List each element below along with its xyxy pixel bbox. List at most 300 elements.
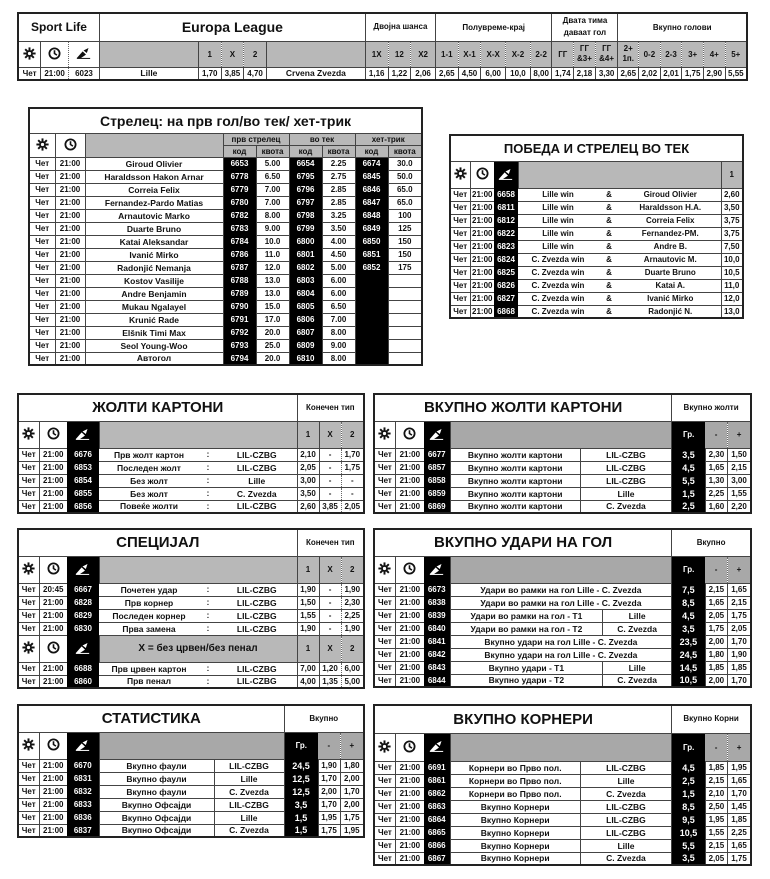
anytime-odds[interactable]: 2.85	[322, 183, 355, 196]
odd-2[interactable]: 5,00	[341, 675, 364, 688]
hat-trick-odds[interactable]: 150	[388, 248, 422, 261]
market-target: LIL-CZBG	[580, 461, 671, 474]
under-odd[interactable]: 2,15	[705, 839, 727, 852]
scorer-row[interactable]	[29, 339, 422, 352]
odd-1[interactable]: 3,50	[297, 487, 319, 500]
clock-icon	[39, 421, 67, 448]
odd-cell[interactable]: 3,75	[721, 227, 743, 240]
market-label: Вкупно удари на гол Lille - C. Zvezda	[450, 635, 672, 648]
match-row[interactable]	[18, 67, 747, 80]
odd-1[interactable]: 1,50	[297, 596, 319, 609]
scorer-row[interactable]	[29, 287, 422, 300]
under-odd[interactable]: 2,15	[705, 583, 727, 596]
market-row[interactable]	[374, 661, 751, 674]
odd-cell[interactable]: 7,50	[721, 240, 743, 253]
scorer-row[interactable]	[29, 326, 422, 339]
market-row[interactable]	[374, 674, 751, 687]
line-cell: 5,5	[672, 839, 706, 852]
market-row[interactable]	[18, 583, 364, 596]
odd-cell[interactable]: 10,5	[721, 266, 743, 279]
anytime-odds[interactable]: 3.25	[322, 209, 355, 222]
scorer-row[interactable]	[29, 157, 422, 170]
odd-1[interactable]: 4,00	[297, 675, 319, 688]
over-odd[interactable]: 1,75	[728, 852, 751, 865]
hat-trick-odds[interactable]: 65.0	[388, 183, 422, 196]
player-name: Haraldsson H.A.	[620, 201, 721, 214]
market-row[interactable]	[374, 761, 751, 774]
odd-2[interactable]: 2,30	[341, 596, 364, 609]
scorer-row[interactable]	[29, 274, 422, 287]
market-label: Вкупно Офсајди	[99, 798, 214, 811]
over-odd[interactable]: 3,00	[728, 474, 751, 487]
time-cell: 21:00	[395, 661, 423, 674]
code-cell: 6839	[424, 609, 450, 622]
under-odd[interactable]: 2,05	[705, 852, 727, 865]
under-odd[interactable]: 2,00	[705, 674, 727, 687]
first-scorer-odds[interactable]: 8.00	[256, 209, 289, 222]
hat-trick-odds[interactable]: 100	[388, 209, 422, 222]
win-scorer-row[interactable]	[450, 214, 743, 227]
day-cell: Чет	[29, 300, 55, 313]
win-scorer-row[interactable]	[450, 253, 743, 266]
odd-htft[interactable]: 10,0	[506, 67, 531, 80]
odd-dc[interactable]: 2,06	[411, 67, 436, 80]
anytime-odds[interactable]: 6.00	[322, 287, 355, 300]
market-row[interactable]	[374, 800, 751, 813]
market-row[interactable]	[18, 785, 364, 798]
hat-trick-code: 6847	[355, 196, 388, 209]
over-odd[interactable]: 1,70	[728, 787, 751, 800]
market-label: Удари во рамки на гол Lille - C. Zvezda	[450, 596, 672, 609]
win-scorer-row[interactable]	[450, 292, 743, 305]
market-row[interactable]	[374, 622, 751, 635]
anytime-odds[interactable]: 7.00	[322, 313, 355, 326]
team-win: Lille win	[518, 227, 598, 240]
time-cell: 21:00	[395, 474, 423, 487]
under-odd[interactable]: 1,60	[705, 500, 727, 513]
scorer-row[interactable]	[29, 209, 422, 222]
shots-title: ВКУПНО УДАРИ НА ГОЛ	[374, 529, 672, 556]
under-odd[interactable]: 1,85	[705, 661, 727, 674]
time-cell: 21:00	[395, 500, 423, 513]
code-subheader: код	[223, 145, 256, 157]
over-odd[interactable]: 1,65	[728, 774, 751, 787]
market-row[interactable]	[374, 813, 751, 826]
over-odd[interactable]: 1,95	[728, 761, 751, 774]
under-odd[interactable]: 2,50	[705, 800, 727, 813]
odd-x[interactable]: -	[319, 583, 341, 596]
scorer-row[interactable]	[29, 248, 422, 261]
anytime-odds[interactable]: 4.50	[322, 248, 355, 261]
hat-trick-odds[interactable]: 50.0	[388, 170, 422, 183]
time-cell: 21:00	[395, 674, 423, 687]
market-row[interactable]	[374, 596, 751, 609]
market-row[interactable]	[18, 461, 364, 474]
under-odd[interactable]: 1,85	[705, 761, 727, 774]
market-row[interactable]	[374, 787, 751, 800]
market-row[interactable]	[18, 811, 364, 824]
odd-1[interactable]: 1,70	[198, 67, 221, 80]
win-scorer-row[interactable]	[450, 305, 743, 318]
odd-2[interactable]: -	[341, 474, 364, 487]
over-odd[interactable]: 1,90	[728, 648, 751, 661]
time-cell: 21:00	[395, 635, 423, 648]
under-odd[interactable]: 1,75	[705, 622, 727, 635]
time-cell: 21:00	[55, 183, 85, 196]
market-row[interactable]	[18, 487, 364, 500]
over-odd[interactable]: 2,15	[728, 461, 751, 474]
header-blank	[450, 733, 672, 761]
odd-x[interactable]: -	[319, 622, 341, 635]
market-row[interactable]	[18, 675, 364, 688]
scorer-row[interactable]	[29, 183, 422, 196]
odd-btts[interactable]: 1,74	[552, 67, 574, 80]
market-row[interactable]	[374, 774, 751, 787]
odd-dc[interactable]: 1,16	[365, 67, 388, 80]
hat-trick-odds[interactable]	[388, 339, 422, 352]
ampersand: &	[598, 227, 620, 240]
code-cell: 6858	[424, 474, 450, 487]
odd-cell[interactable]: 3,75	[721, 214, 743, 227]
scorer-row[interactable]	[29, 300, 422, 313]
hat-trick-odds[interactable]	[388, 326, 422, 339]
odd-2[interactable]: 1,70	[341, 448, 364, 461]
hat-trick-odds[interactable]: 175	[388, 261, 422, 274]
player-name: Radonjić Nemanja	[85, 261, 223, 274]
goals-col-header: 3+	[682, 41, 704, 67]
win-scorer-row[interactable]	[450, 188, 743, 201]
market-label: Вкупно жолти картони	[450, 487, 580, 500]
over-odd[interactable]: 1,65	[728, 839, 751, 852]
market-row[interactable]	[18, 662, 364, 675]
ampersand: &	[598, 253, 620, 266]
market-row[interactable]	[18, 622, 364, 635]
first-scorer-odds[interactable]: 12.0	[256, 261, 289, 274]
hat-trick-odds[interactable]	[388, 300, 422, 313]
day-cell: Чет	[29, 287, 55, 300]
odd-cell[interactable]: 3,50	[721, 201, 743, 214]
odd-1[interactable]: 1,55	[297, 609, 319, 622]
ampersand: &	[598, 214, 620, 227]
odd-2[interactable]: -	[341, 487, 364, 500]
odd-2[interactable]: 1,75	[341, 461, 364, 474]
under-odd[interactable]: 1,70	[318, 798, 340, 811]
anytime-odds[interactable]: 4.00	[322, 235, 355, 248]
anytime-odds[interactable]: 2.25	[322, 157, 355, 170]
goals-col-header: 0-2	[639, 41, 661, 67]
odd-dc[interactable]: 1,22	[388, 67, 411, 80]
under-odd[interactable]: 1,90	[318, 759, 340, 772]
code-cell: 6677	[424, 448, 450, 461]
market-row[interactable]	[18, 609, 364, 622]
odd-htft[interactable]: 2,65	[435, 67, 458, 80]
market-row[interactable]	[374, 583, 751, 596]
anytime-odds[interactable]: 3.50	[322, 222, 355, 235]
scorer-row[interactable]	[29, 313, 422, 326]
first-scorer-odds[interactable]: 6.50	[256, 170, 289, 183]
over-odd[interactable]: 2,25	[728, 826, 751, 839]
over-odd[interactable]: 1,85	[728, 813, 751, 826]
odd-cell[interactable]: 10,0	[721, 253, 743, 266]
over-odd[interactable]: 1,95	[340, 824, 364, 837]
time-cell: 21:00	[55, 235, 85, 248]
odd-x[interactable]: -	[319, 487, 341, 500]
odd-1[interactable]: 2,05	[297, 461, 319, 474]
day-cell: Чет	[374, 774, 395, 787]
clock-icon	[395, 421, 423, 448]
win-scorer-row[interactable]	[450, 201, 743, 214]
anytime-odds[interactable]: 6.50	[322, 300, 355, 313]
under-odd[interactable]: 1,55	[705, 826, 727, 839]
hat-trick-header: хет-трик	[355, 133, 422, 145]
odd-x[interactable]: -	[319, 596, 341, 609]
first-scorer-odds[interactable]: 13.0	[256, 287, 289, 300]
odd-btts[interactable]: 2,18	[574, 67, 596, 80]
code-cell: 6837	[67, 824, 99, 837]
under-odd[interactable]: 2,30	[705, 448, 727, 461]
odd-1[interactable]: 7,00	[297, 662, 319, 675]
market-row[interactable]	[374, 826, 751, 839]
time-cell: 21:00	[470, 240, 494, 253]
over-odd[interactable]: 1,70	[728, 635, 751, 648]
odd-htft[interactable]: 4,50	[458, 67, 481, 80]
code-cell: 6827	[494, 292, 518, 305]
over-odd[interactable]: 1,75	[340, 811, 364, 824]
odd-1[interactable]: 1,90	[297, 583, 319, 596]
first-scorer-odds[interactable]: 5.00	[256, 157, 289, 170]
over-odd[interactable]: 1,85	[728, 661, 751, 674]
scorer-row[interactable]	[29, 235, 422, 248]
market-row[interactable]	[18, 596, 364, 609]
first-scorer-odds[interactable]: 10.0	[256, 235, 289, 248]
time-cell: 21:00	[55, 313, 85, 326]
market-row[interactable]	[18, 759, 364, 772]
market-row[interactable]	[374, 852, 751, 865]
under-odd[interactable]: 1,95	[705, 813, 727, 826]
anytime-odds[interactable]: 5.00	[322, 261, 355, 274]
anytime-odds[interactable]: 8.00	[322, 326, 355, 339]
scorer-row[interactable]	[29, 222, 422, 235]
market-row[interactable]	[374, 609, 751, 622]
market-row[interactable]	[374, 839, 751, 852]
over-odd[interactable]: 2,00	[340, 772, 364, 785]
first-scorer-odds[interactable]: 25.0	[256, 339, 289, 352]
over-odd[interactable]: 2,05	[728, 622, 751, 635]
odd-1[interactable]: 1,90	[297, 622, 319, 635]
odd-x[interactable]: 1,20	[319, 662, 341, 675]
anytime-odds[interactable]: 9.00	[322, 339, 355, 352]
odd-2[interactable]: 1,90	[341, 622, 364, 635]
first-scorer-code: 6784	[223, 235, 256, 248]
market-row[interactable]	[18, 798, 364, 811]
under-odd[interactable]: 1,95	[318, 811, 340, 824]
under-odd[interactable]: 1,65	[705, 596, 727, 609]
odds-subheader: квота	[322, 145, 355, 157]
pen-signature-icon	[424, 556, 450, 583]
market-row[interactable]	[374, 500, 751, 513]
market-row[interactable]	[374, 448, 751, 461]
odd-goals[interactable]: 1,75	[682, 67, 704, 80]
under-odd[interactable]: 1,65	[705, 461, 727, 474]
odd-btts[interactable]: 3,30	[595, 67, 618, 80]
hat-trick-code	[355, 326, 388, 339]
market-target: C. Zvezda	[603, 622, 672, 635]
first-scorer-odds[interactable]: 17.0	[256, 313, 289, 326]
gear-icon	[374, 556, 395, 583]
market-row[interactable]	[374, 474, 751, 487]
over-odd[interactable]: 1,75	[728, 609, 751, 622]
odd-goals[interactable]: 2,90	[703, 67, 725, 80]
market-row[interactable]	[374, 461, 751, 474]
hat-trick-odds[interactable]: 125	[388, 222, 422, 235]
market-row[interactable]	[18, 474, 364, 487]
market-target: Lille	[603, 661, 672, 674]
first-scorer-odds[interactable]: 7.00	[256, 196, 289, 209]
hat-trick-odds[interactable]	[388, 313, 422, 326]
line-cell: 9,5	[672, 813, 706, 826]
team-win: C. Zvezda win	[518, 253, 598, 266]
code-cell: 6840	[424, 622, 450, 635]
time-cell: 21:00	[39, 596, 67, 609]
hat-trick-odds[interactable]: 65.0	[388, 196, 422, 209]
hat-trick-odds[interactable]	[388, 352, 422, 365]
first-scorer-odds[interactable]: 13.0	[256, 274, 289, 287]
under-odd[interactable]: 2,00	[705, 635, 727, 648]
col-2-header: 2	[244, 41, 267, 67]
market-label: Вкупно жолти картони	[450, 461, 580, 474]
odd-x[interactable]: -	[319, 461, 341, 474]
under-odd[interactable]: 2,10	[705, 787, 727, 800]
under-odd[interactable]: 1,30	[705, 474, 727, 487]
odd-goals[interactable]: 5,55	[725, 67, 747, 80]
time-cell: 21:00	[39, 772, 67, 785]
over-odd[interactable]: 2,20	[728, 500, 751, 513]
over-odd[interactable]: 1,45	[728, 800, 751, 813]
over-odd[interactable]: 1,70	[340, 785, 364, 798]
win-scorer-row[interactable]	[450, 279, 743, 292]
over-odd[interactable]: 2,00	[340, 798, 364, 811]
stats-title: СТАТИСТИКА	[18, 705, 284, 732]
odd-x[interactable]: -	[319, 609, 341, 622]
market-row[interactable]	[18, 500, 364, 513]
day-cell: Чет	[374, 800, 395, 813]
under-odd[interactable]: 1,70	[318, 772, 340, 785]
under-odd[interactable]: 1,80	[705, 648, 727, 661]
market-label: Вкупно Корнери	[450, 826, 580, 839]
odd-x[interactable]: -	[319, 448, 341, 461]
win-scorer-row[interactable]	[450, 227, 743, 240]
over-odd[interactable]: 1,70	[728, 674, 751, 687]
scorer-row[interactable]	[29, 352, 422, 365]
anytime-odds[interactable]: 2.85	[322, 196, 355, 209]
odd-x[interactable]: 1,35	[319, 675, 341, 688]
odd-cell[interactable]: 11,0	[721, 279, 743, 292]
anytime-odds[interactable]: 6.00	[322, 274, 355, 287]
odd-x[interactable]: -	[319, 474, 341, 487]
over-odd[interactable]: 1,55	[728, 487, 751, 500]
hat-trick-odds[interactable]: 150	[388, 235, 422, 248]
gear-icon	[450, 161, 470, 188]
odd-cell[interactable]: 2,60	[721, 188, 743, 201]
player-name: Giroud Olivier	[620, 188, 721, 201]
market-row[interactable]	[18, 824, 364, 837]
line-cell: 1,5	[284, 824, 318, 837]
separator: :	[199, 461, 217, 474]
odd-1[interactable]: 3,00	[297, 474, 319, 487]
market-label: Повеќе жолти	[99, 500, 199, 513]
odd-2[interactable]: 1,90	[341, 583, 364, 596]
odd-goals[interactable]: 2,65	[618, 67, 639, 80]
odd-2[interactable]: 2,05	[341, 500, 364, 513]
under-odd[interactable]: 2,25	[705, 487, 727, 500]
market-row[interactable]	[18, 448, 364, 461]
first-scorer-odds[interactable]: 11.0	[256, 248, 289, 261]
anytime-odds[interactable]: 2.75	[322, 170, 355, 183]
over-odd[interactable]: 1,80	[340, 759, 364, 772]
market-row[interactable]	[374, 487, 751, 500]
under-odd[interactable]: 2,00	[318, 785, 340, 798]
over-odd[interactable]: 2,15	[728, 596, 751, 609]
hat-trick-odds[interactable]	[388, 274, 422, 287]
market-label: Вкупно Офсајди	[99, 811, 214, 824]
first-scorer-odds[interactable]: 9.00	[256, 222, 289, 235]
line-header: Гр.	[672, 556, 706, 583]
odd-1[interactable]: 2,60	[297, 500, 319, 513]
odd-x[interactable]: 3,85	[221, 67, 244, 80]
under-odd[interactable]: 2,05	[705, 609, 727, 622]
odd-htft[interactable]: 8,00	[530, 67, 552, 80]
market-row[interactable]	[374, 635, 751, 648]
odd-x[interactable]: 3,85	[319, 500, 341, 513]
hat-trick-odds[interactable]: 30.0	[388, 157, 422, 170]
odd-goals[interactable]: 2,01	[660, 67, 682, 80]
first-scorer-odds[interactable]: 7.00	[256, 183, 289, 196]
day-cell: Чет	[450, 188, 470, 201]
hat-trick-odds[interactable]	[388, 287, 422, 300]
separator: :	[199, 622, 217, 635]
odd-2[interactable]: 6,00	[341, 662, 364, 675]
win-scorer-row[interactable]	[450, 240, 743, 253]
total-corners-header: Вкупно Корни	[672, 705, 751, 733]
over-odd[interactable]: 1,65	[728, 583, 751, 596]
anytime-odds[interactable]: 8.00	[322, 352, 355, 365]
scorer-row[interactable]	[29, 170, 422, 183]
win-scorer-row[interactable]	[450, 266, 743, 279]
over-odd[interactable]: 1,50	[728, 448, 751, 461]
market-row[interactable]	[18, 772, 364, 785]
under-odd[interactable]: 1,75	[318, 824, 340, 837]
odd-htft[interactable]: 6,00	[481, 67, 506, 80]
scorer-row[interactable]	[29, 196, 422, 209]
market-target: C. Zvezda	[603, 674, 672, 687]
first-scorer-odds[interactable]: 20.0	[256, 326, 289, 339]
under-odd[interactable]: 2,15	[705, 774, 727, 787]
hat-trick-code: 6848	[355, 209, 388, 222]
special-subheader: X = без црвен/без пенал	[99, 635, 297, 662]
odd-1[interactable]: 2,10	[297, 448, 319, 461]
odd-cell[interactable]: 12,0	[721, 292, 743, 305]
odd-2[interactable]: 4,70	[244, 67, 267, 80]
odd-2[interactable]: 2,25	[341, 609, 364, 622]
market-label: Прв пенал	[99, 675, 199, 688]
first-scorer-odds[interactable]: 15.0	[256, 300, 289, 313]
market-row[interactable]	[374, 648, 751, 661]
scorer-row[interactable]	[29, 261, 422, 274]
odd-goals[interactable]: 2,02	[639, 67, 661, 80]
day-cell: Чет	[18, 487, 39, 500]
odd-cell[interactable]: 13,0	[721, 305, 743, 318]
first-scorer-odds[interactable]: 20.0	[256, 352, 289, 365]
